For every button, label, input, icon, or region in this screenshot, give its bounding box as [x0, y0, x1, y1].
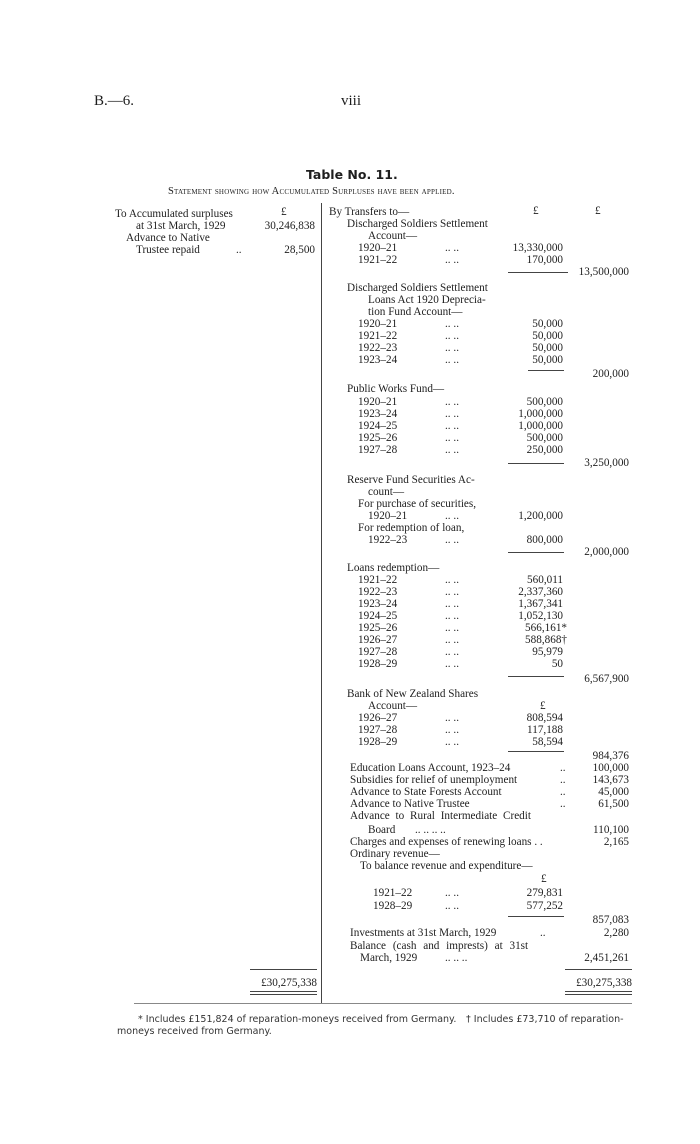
row-dots: .. ..: [445, 510, 459, 522]
row-dots: .. ..: [445, 408, 459, 420]
row-dots: .. ..: [445, 318, 459, 330]
item-dots: ..: [560, 762, 566, 774]
row-dots: .. ..: [445, 254, 459, 266]
row-year: 1928–29: [358, 658, 398, 670]
item-value: 45,000: [598, 786, 629, 798]
right-total-rule-bottom-2: [565, 994, 632, 995]
balance-line2: March, 1929: [360, 952, 418, 964]
row-year: 1927–28: [358, 724, 398, 736]
left-line-value: 30,246,838: [264, 220, 315, 232]
row-dots: .. ..: [445, 444, 459, 456]
row-dots: .. ..: [445, 242, 459, 254]
ordinary-revenue-total: 857,083: [592, 914, 629, 926]
section-heading: Loans Act 1920 Deprecia-: [368, 294, 486, 306]
row-amount: 588,868†: [525, 634, 567, 646]
investments-dots: ..: [540, 927, 546, 939]
row-dots: .. ..: [445, 658, 459, 670]
balance-line1: Balance (cash and imprests) at 31st: [350, 940, 529, 952]
row-year: 1920–21: [368, 510, 408, 522]
row-dots: .. ..: [445, 724, 459, 736]
footnote-star: * Includes £151,824 of reparation-moneys received from Germany.: [138, 1014, 457, 1025]
row-year: 1928–29: [358, 736, 398, 748]
left-line-label: at 31st March, 1929: [136, 220, 226, 232]
row-amount: 50,000: [532, 318, 563, 330]
rural-credit-value: 110,100: [593, 824, 629, 836]
section-currency: £: [540, 700, 546, 712]
item-value: 100,000: [592, 762, 629, 774]
right-total-rule-bottom-1: [565, 991, 632, 992]
row-year: 1921–22: [373, 887, 413, 899]
balance-dots: .. .. ..: [445, 952, 468, 964]
section-total: 200,000: [592, 368, 629, 380]
section-heading: Loans redemption—: [347, 562, 440, 574]
item-dots: ..: [560, 786, 566, 798]
row-dots: .. ..: [445, 342, 459, 354]
row-year: 1921–22: [358, 254, 398, 266]
row-dots: .. ..: [445, 736, 459, 748]
item-value: 143,673: [592, 774, 629, 786]
balance-value: 2,451,261: [584, 952, 629, 964]
left-total-rule-bottom-2: [250, 994, 317, 995]
row-year: 1920–21: [358, 318, 398, 330]
section-total: 984,376: [592, 750, 629, 762]
rural-credit-dots: .. .. .. ..: [415, 824, 446, 836]
row-dots: .. ..: [445, 598, 459, 610]
section-total: 3,250,000: [584, 457, 629, 469]
left-line-label: Trustee repaid: [136, 244, 200, 256]
row-year: 1922–23: [368, 534, 408, 546]
row-amount: 50,000: [532, 354, 563, 366]
column-divider: [321, 203, 322, 1003]
section-heading: count—: [368, 486, 405, 498]
ordinary-revenue-currency: £: [541, 873, 547, 885]
row-dots: .. ..: [445, 610, 459, 622]
section-total: 13,500,000: [578, 266, 629, 278]
charges-value: 2,165: [603, 836, 629, 848]
row-year: 1920–21: [358, 396, 398, 408]
row-amount: 117,188: [527, 724, 563, 736]
reserve-purchase-label: For purchase of securities,: [358, 498, 477, 510]
row-year: 1922–23: [358, 586, 398, 598]
row-dots: .. ..: [445, 534, 459, 546]
row-year: 1927–28: [358, 444, 398, 456]
row-amount: 250,000: [526, 444, 563, 456]
row-year: 1921–22: [358, 574, 398, 586]
item-value: 61,500: [598, 798, 629, 810]
rural-credit-line1: Advance to Rural Intermediate Credit: [350, 810, 531, 822]
row-dots: .. ..: [445, 634, 459, 646]
footnote-separator: [134, 1003, 632, 1004]
section-total: 2,000,000: [584, 546, 629, 558]
page-reference: B.—6.: [94, 93, 135, 109]
section-heading: Bank of New Zealand Shares: [347, 688, 479, 700]
right-total: £30,275,338: [576, 977, 632, 989]
right-total-rule-top: [565, 969, 632, 970]
row-dots: .. ..: [445, 420, 459, 432]
row-year: 1924–25: [358, 420, 398, 432]
row-dots: .. ..: [445, 396, 459, 408]
section-heading: Public Works Fund—: [347, 383, 445, 395]
row-year: 1925–26: [358, 432, 398, 444]
row-year: 1923–24: [358, 354, 398, 366]
row-year: 1923–24: [358, 408, 398, 420]
row-year: 1923–24: [358, 598, 398, 610]
left-total: £30,275,338: [261, 977, 317, 989]
row-dots: .. ..: [445, 900, 459, 912]
row-dots: .. ..: [445, 712, 459, 724]
row-year: 1927–28: [358, 646, 398, 658]
row-amount: 1,052,130: [518, 610, 563, 622]
row-amount: 50: [551, 658, 563, 670]
row-amount: 1,200,000: [518, 510, 563, 522]
item-dots: ..: [560, 798, 566, 810]
page-number: viii: [341, 93, 362, 109]
row-dots: .. ..: [445, 622, 459, 634]
ordinary-revenue-heading: Ordinary revenue—: [350, 848, 440, 860]
right-currency-header-2: £: [595, 205, 601, 217]
row-amount: 170,000: [526, 254, 563, 266]
left-currency-header: £: [281, 206, 287, 218]
rural-credit-line2: Board: [368, 824, 396, 836]
row-amount: 1,000,000: [518, 420, 563, 432]
row-amount: 800,000: [526, 534, 563, 546]
row-year: 1928–29: [373, 900, 413, 912]
row-year: 1921–22: [358, 330, 398, 342]
row-amount: 1,367,341: [518, 598, 563, 610]
left-line-dots: ..: [236, 244, 242, 256]
investments-label: Investments at 31st March, 1929: [350, 927, 497, 939]
row-dots: .. ..: [445, 574, 459, 586]
row-amount: 808,594: [526, 712, 563, 724]
section-heading: Reserve Fund Securities Ac-: [347, 474, 475, 486]
subtotal-rule: [508, 272, 568, 273]
row-amount: 1,000,000: [518, 408, 563, 420]
reserve-redemption-label: For redemption of loan,: [358, 522, 465, 534]
section-heading: Discharged Soldiers Settlement: [347, 282, 488, 294]
charges-label: Charges and expenses of renewing loans . .: [350, 836, 543, 848]
section-heading: tion Fund Account—: [368, 306, 463, 318]
investments-value: 2,280: [603, 927, 629, 939]
row-dots: .. ..: [445, 432, 459, 444]
row-amount: 13,330,000: [512, 242, 563, 254]
row-amount: 500,000: [526, 432, 563, 444]
row-amount: 279,831: [526, 887, 563, 899]
row-year: 1920–21: [358, 242, 398, 254]
item-label: Subsidies for relief of unemployment: [350, 774, 518, 786]
subtotal-rule: [508, 463, 564, 464]
section-heading: Account—: [368, 700, 418, 712]
footnote-dagger: † Includes £73,710 of reparation-: [466, 1014, 624, 1025]
right-currency-header-1: £: [533, 205, 539, 217]
row-amount: 566,161*: [525, 622, 567, 634]
row-year: 1925–26: [358, 622, 398, 634]
row-amount: 50,000: [532, 330, 563, 342]
subtotal-rule: [508, 751, 564, 752]
table-subtitle: Statement showing how Accumulated Surpluses have been applied.: [168, 186, 455, 197]
row-dots: .. ..: [445, 586, 459, 598]
left-total-rule-bottom-1: [250, 991, 317, 992]
ordinary-revenue-sub: To balance revenue and expenditure—: [360, 860, 533, 872]
row-amount: 50,000: [532, 342, 563, 354]
row-year: 1926–27: [358, 712, 398, 724]
row-amount: 95,979: [532, 646, 563, 658]
subtotal-rule: [508, 552, 564, 553]
row-dots: .. ..: [445, 354, 459, 366]
row-year: 1924–25: [358, 610, 398, 622]
row-amount: 577,252: [526, 900, 563, 912]
row-dots: .. ..: [445, 330, 459, 342]
item-label: Advance to Native Trustee: [350, 798, 470, 810]
row-dots: .. ..: [445, 646, 459, 658]
row-dots: .. ..: [445, 887, 459, 899]
row-amount: 2,337,360: [518, 586, 563, 598]
item-label: Advance to State Forests Account: [350, 786, 502, 798]
row-amount: 560,011: [527, 574, 563, 586]
section-heading: Discharged Soldiers Settlement: [347, 218, 488, 230]
left-line-label: To Accumulated surpluses: [115, 208, 233, 220]
section-total: 6,567,900: [584, 673, 629, 685]
row-amount: 500,000: [526, 396, 563, 408]
subtotal-rule: [508, 916, 564, 917]
left-total-rule-top: [250, 969, 317, 970]
subtotal-rule: [528, 370, 564, 371]
table-title: Table No. 11.: [306, 167, 398, 182]
row-amount: 58,594: [532, 736, 563, 748]
item-dots: ..: [560, 774, 566, 786]
subtotal-rule: [508, 676, 564, 677]
right-intro: By Transfers to—: [329, 206, 410, 218]
left-line-label: Advance to Native: [126, 232, 210, 244]
item-label: Education Loans Account, 1923–24: [350, 762, 511, 774]
row-year: 1926–27: [358, 634, 398, 646]
row-year: 1922–23: [358, 342, 398, 354]
footnote-continuation: moneys received from Germany.: [117, 1026, 272, 1037]
section-heading: Account—: [368, 230, 418, 242]
left-line-value: 28,500: [284, 244, 315, 256]
